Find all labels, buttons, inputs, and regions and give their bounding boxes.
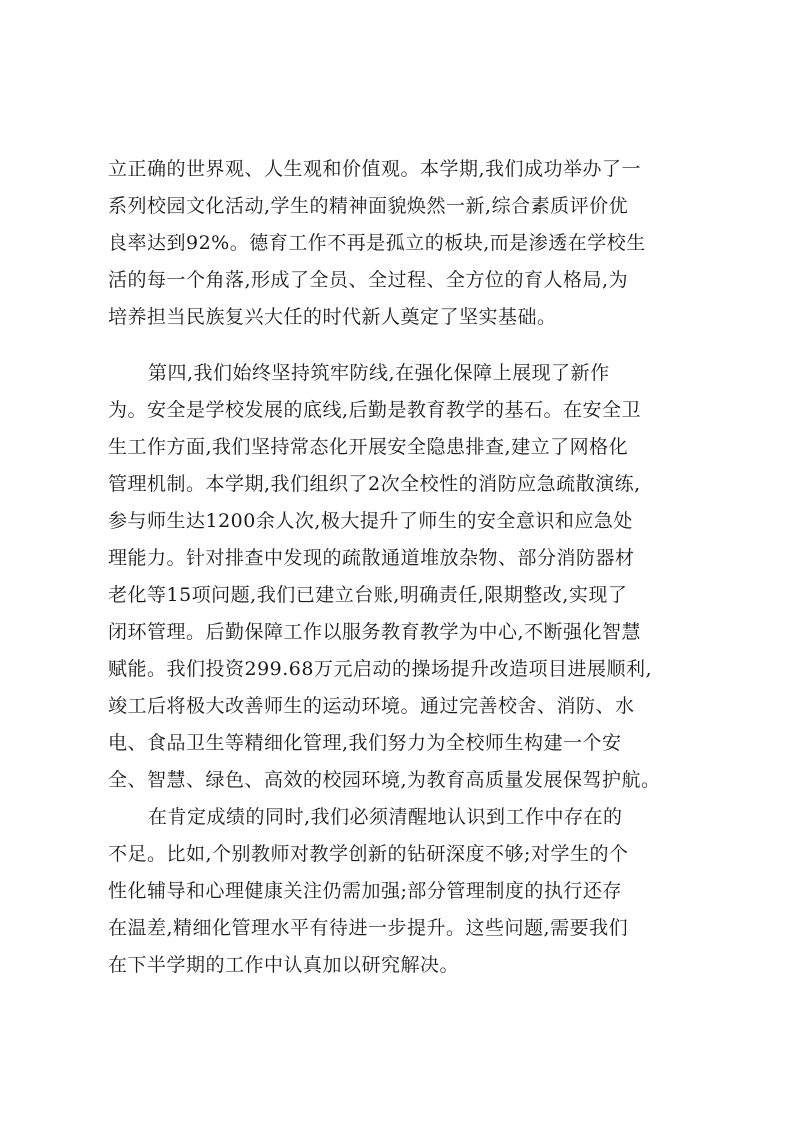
text-line: 全、智慧、绿色、高效的校园环境,为教育高质量发展保驾护航。 <box>108 769 661 791</box>
text-line: 理能力。针对排查中发现的疏散通道堆放杂物、部分消防器材 <box>108 547 635 569</box>
text-line: 在温差,精细化管理水平有待进一步提升。这些问题,需要我们 <box>108 917 629 939</box>
paragraph-safety-logistics <box>108 355 686 799</box>
text-line: 不足。比如,个别教师对教学创新的钻研深度不够;对学生的个 <box>108 843 629 865</box>
text-line: 第四,我们始终坚持筑牢防线,在强化保障上展现了新作 <box>148 362 610 384</box>
text-line: 竣工后将极大改善师生的运动环境。通过完善校舍、消防、水 <box>108 695 635 717</box>
text-line: 良率达到92%。德育工作不再是孤立的板块,而是渗透在学校生 <box>108 232 646 254</box>
text-line: 立正确的世界观、人生观和价值观。本学期,我们成功举办了一 <box>108 158 642 180</box>
paragraph-shortcomings <box>108 799 686 984</box>
text-line: 参与师生达1200余人次,极大提升了师生的安全意识和应急处 <box>108 510 633 532</box>
text-line: 赋能。我们投资299.68万元启动的操场提升改造项目进展顺利, <box>108 658 653 680</box>
text-line: 闭环管理。后勤保障工作以服务教育教学为中心,不断强化智慧 <box>108 621 642 643</box>
text-line: 为。安全是学校发展的底线,后勤是教育教学的基石。在安全卫 <box>108 399 642 421</box>
text-line: 管理机制。本学期,我们组织了2次全校性的消防应急疏散演练, <box>108 473 641 495</box>
text-line: 老化等15项问题,我们已建立台账,明确责任,限期整改,实现了 <box>108 584 628 606</box>
paragraph-moral-education <box>108 151 686 336</box>
text-line: 活的每一个角落,形成了全员、全过程、全方位的育人格局,为 <box>108 269 629 291</box>
text-line: 电、食品卫生等精细化管理,我们努力为全校师生构建一个安 <box>108 732 622 754</box>
text-line: 培养担当民族复兴大任的时代新人奠定了坚实基础。 <box>108 306 557 328</box>
text-line: 系列校园文化活动,学生的精神面貌焕然一新,综合素质评价优 <box>108 195 629 217</box>
text-line: 在下半学期的工作中认真加以研究解决。 <box>108 954 460 976</box>
text-line: 性化辅导和心理健康关注仍需加强;部分管理制度的执行还存 <box>108 880 622 902</box>
text-line: 生工作方面,我们坚持常态化开展安全隐患排查,建立了网格化 <box>108 436 629 458</box>
text-line: 在肯定成绩的同时,我们必须清醒地认识到工作中存在的 <box>148 806 623 828</box>
